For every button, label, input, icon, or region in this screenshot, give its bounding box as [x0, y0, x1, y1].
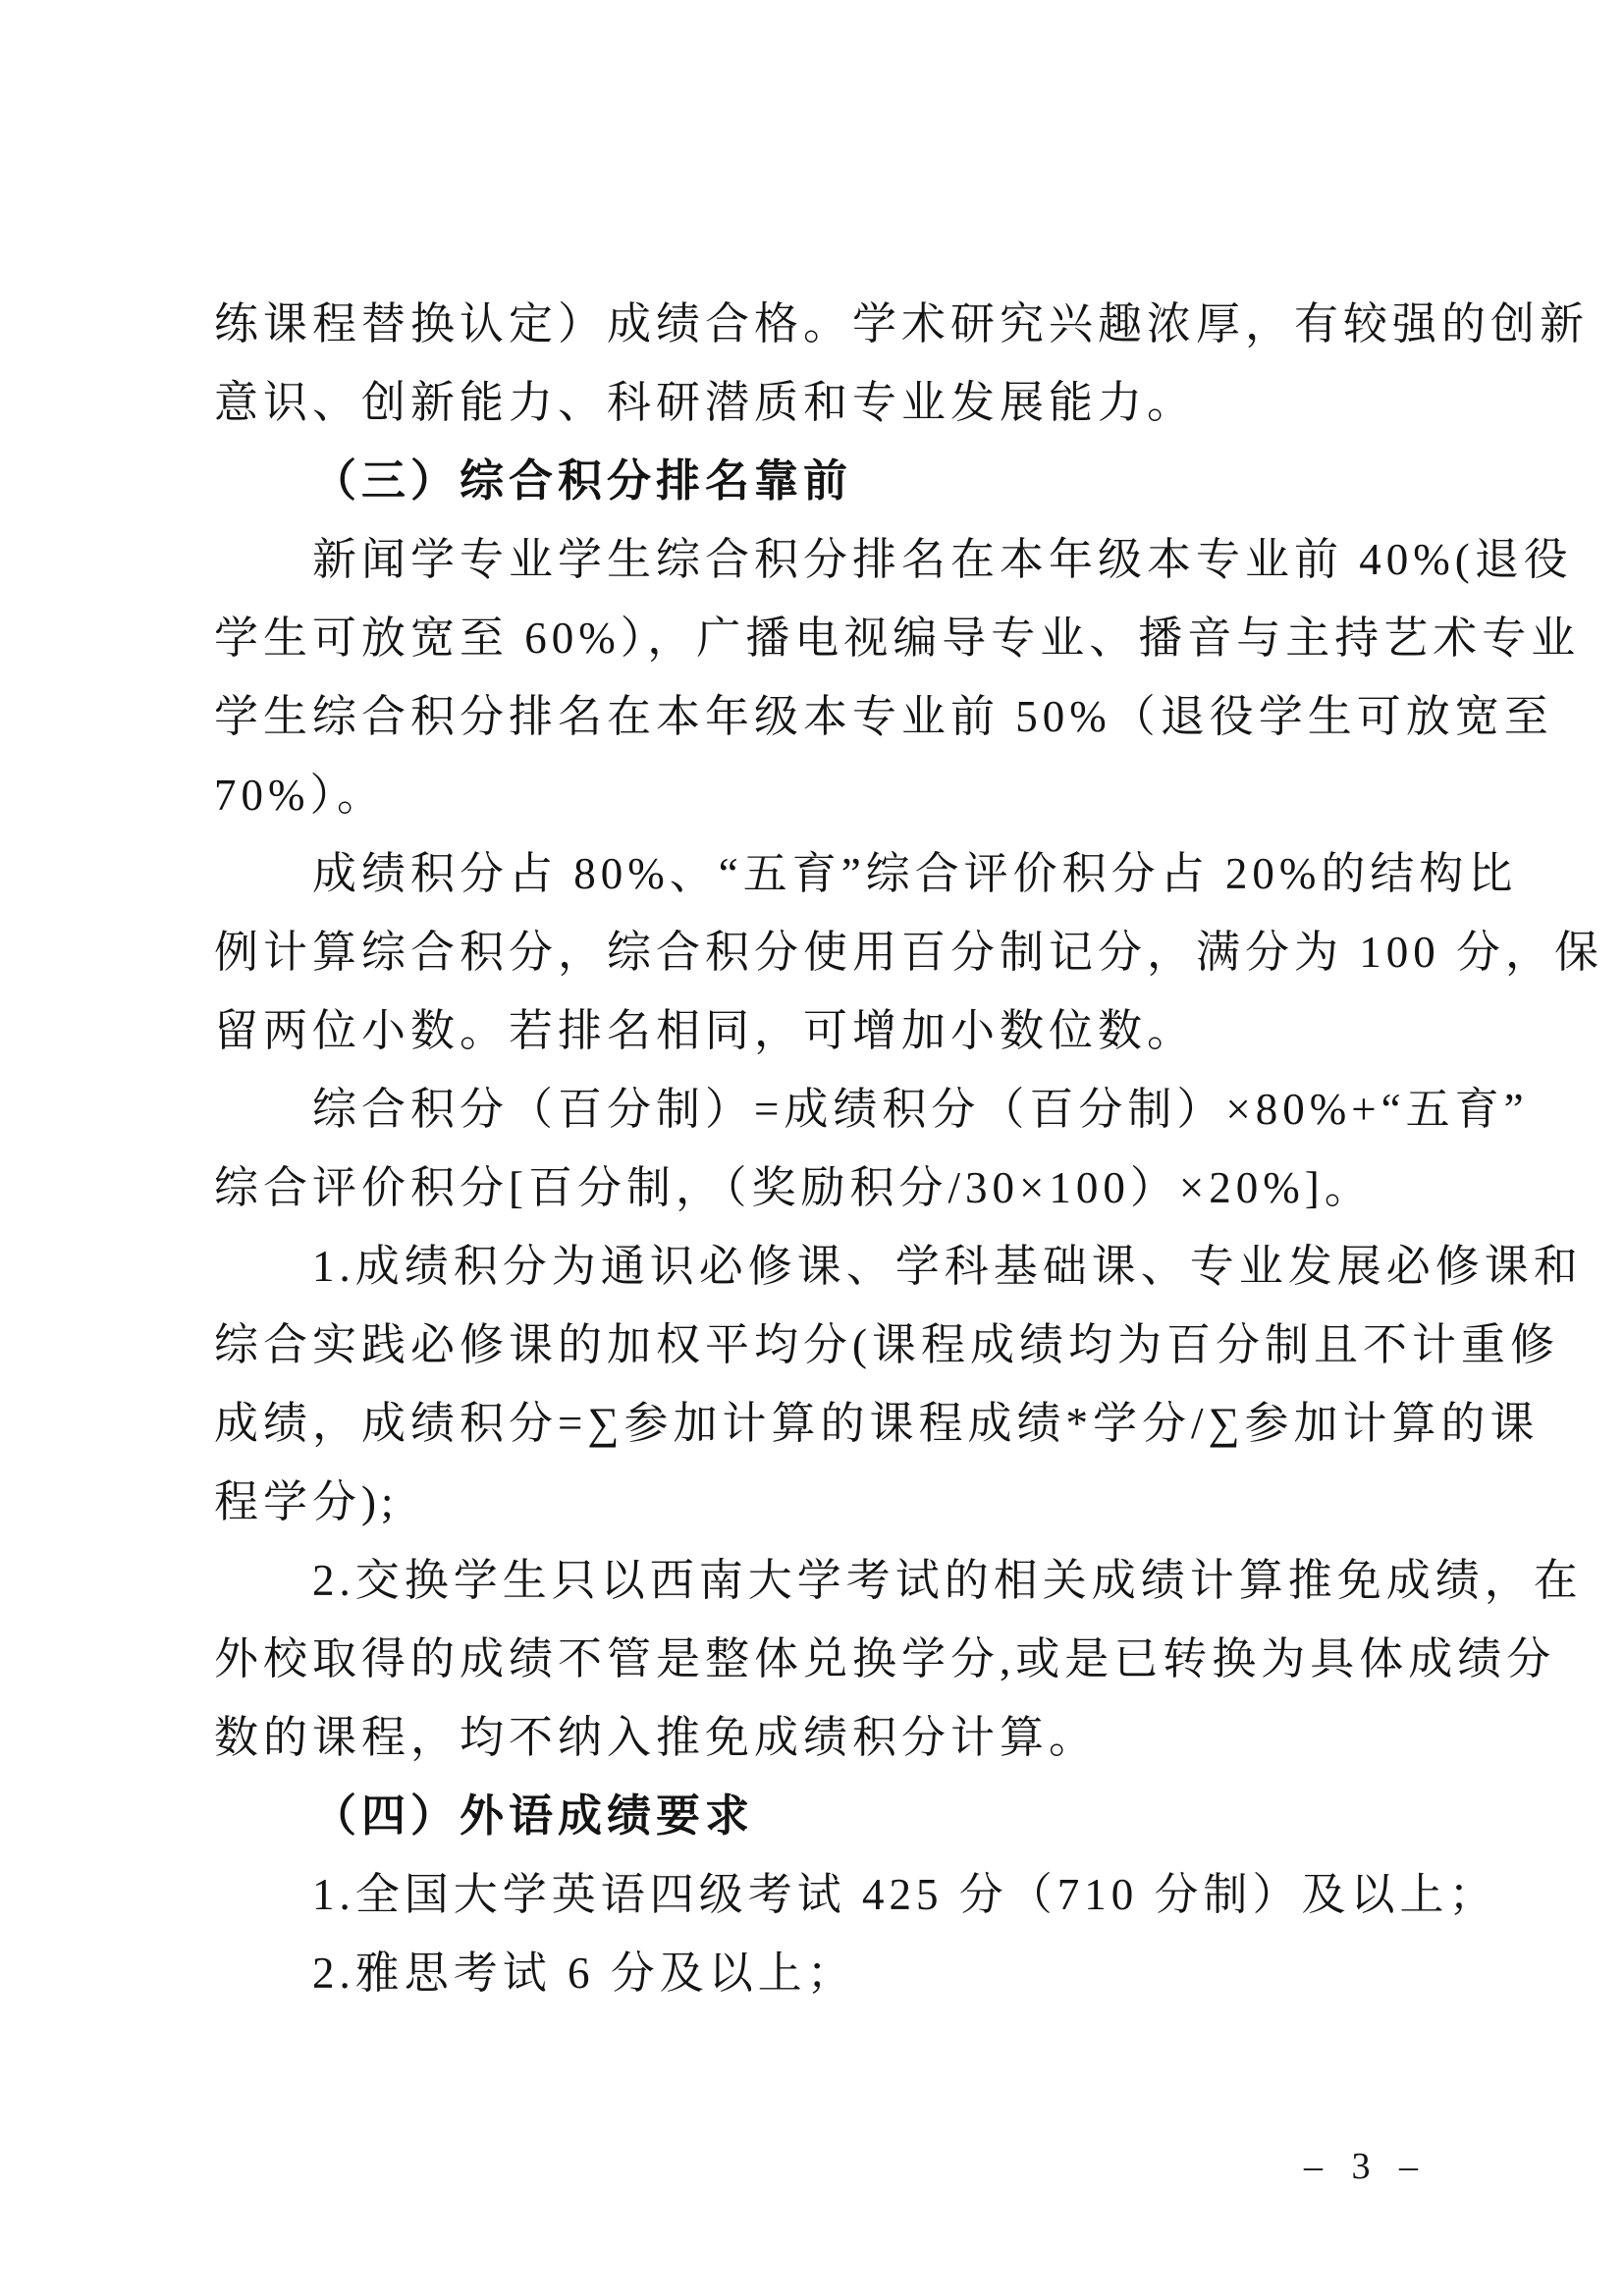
list-item-1: 1.成绩积分为通识必修课、学科基础课、专业发展必修课和	[312, 1242, 1583, 1291]
text-line: 学生可放宽至 60%），广播电视编导专业、播音与主持艺术专业	[214, 614, 1581, 663]
page-number: – 3 –	[1304, 2146, 1428, 2187]
text-line: 综合实践必修课的加权平均分(课程成绩均为百分制且不计重修	[214, 1320, 1559, 1369]
text-line: 学生综合积分排名在本年级本专业前 50%（退役学生可放宽至	[214, 692, 1553, 741]
text-line: 留两位小数。若排名相同，可增加小数位数。	[214, 1006, 1197, 1055]
list-item-1: 1.全国大学英语四级考试 425 分（710 分制）及以上；	[312, 1870, 1498, 1919]
text-line: 新闻学专业学生综合积分排名在本年级本专业前 40%(退役	[312, 535, 1573, 584]
text-line: 70%）。	[214, 771, 386, 820]
formula-line: 综合评价积分[百分制，（奖励积分/30×100）×20%]。	[214, 1163, 1374, 1212]
list-item-2: 2.交换学生只以西南大学考试的相关成绩计算推免成绩，在	[312, 1556, 1583, 1605]
section-heading-4: （四）外语成绩要求	[312, 1791, 755, 1841]
list-item-2: 2.雅思考试 6 分及以上；	[312, 1949, 856, 1998]
text-line: 例计算综合积分，综合积分使用百分制记分，满分为 100 分，保	[214, 928, 1604, 977]
text-line: 成绩积分占 80%、“五育”综合评价积分占 20%的结构比	[312, 849, 1518, 898]
section-heading-3: （三）综合积分排名靠前	[312, 456, 853, 506]
text-line: 练课程替换认定）成绩合格。学术研究兴趣浓厚，有较强的创新	[214, 299, 1590, 348]
text-line: 成绩，成绩积分=∑参加计算的课程成绩*学分/∑参加计算的课	[214, 1399, 1540, 1448]
text-line: 数的课程，均不纳入推免成绩积分计算。	[214, 1713, 1099, 1762]
text-line: 程学分);	[214, 1477, 399, 1526]
text-line: 意识、创新能力、科研潜质和专业发展能力。	[214, 378, 1197, 427]
formula-line: 综合积分（百分制）=成绩积分（百分制）×80%+“五育”	[312, 1085, 1529, 1134]
text-line: 外校取得的成绩不管是整体兑换学分,或是已转换为具体成绩分	[214, 1634, 1556, 1683]
document-text-block	[214, 285, 1604, 2012]
